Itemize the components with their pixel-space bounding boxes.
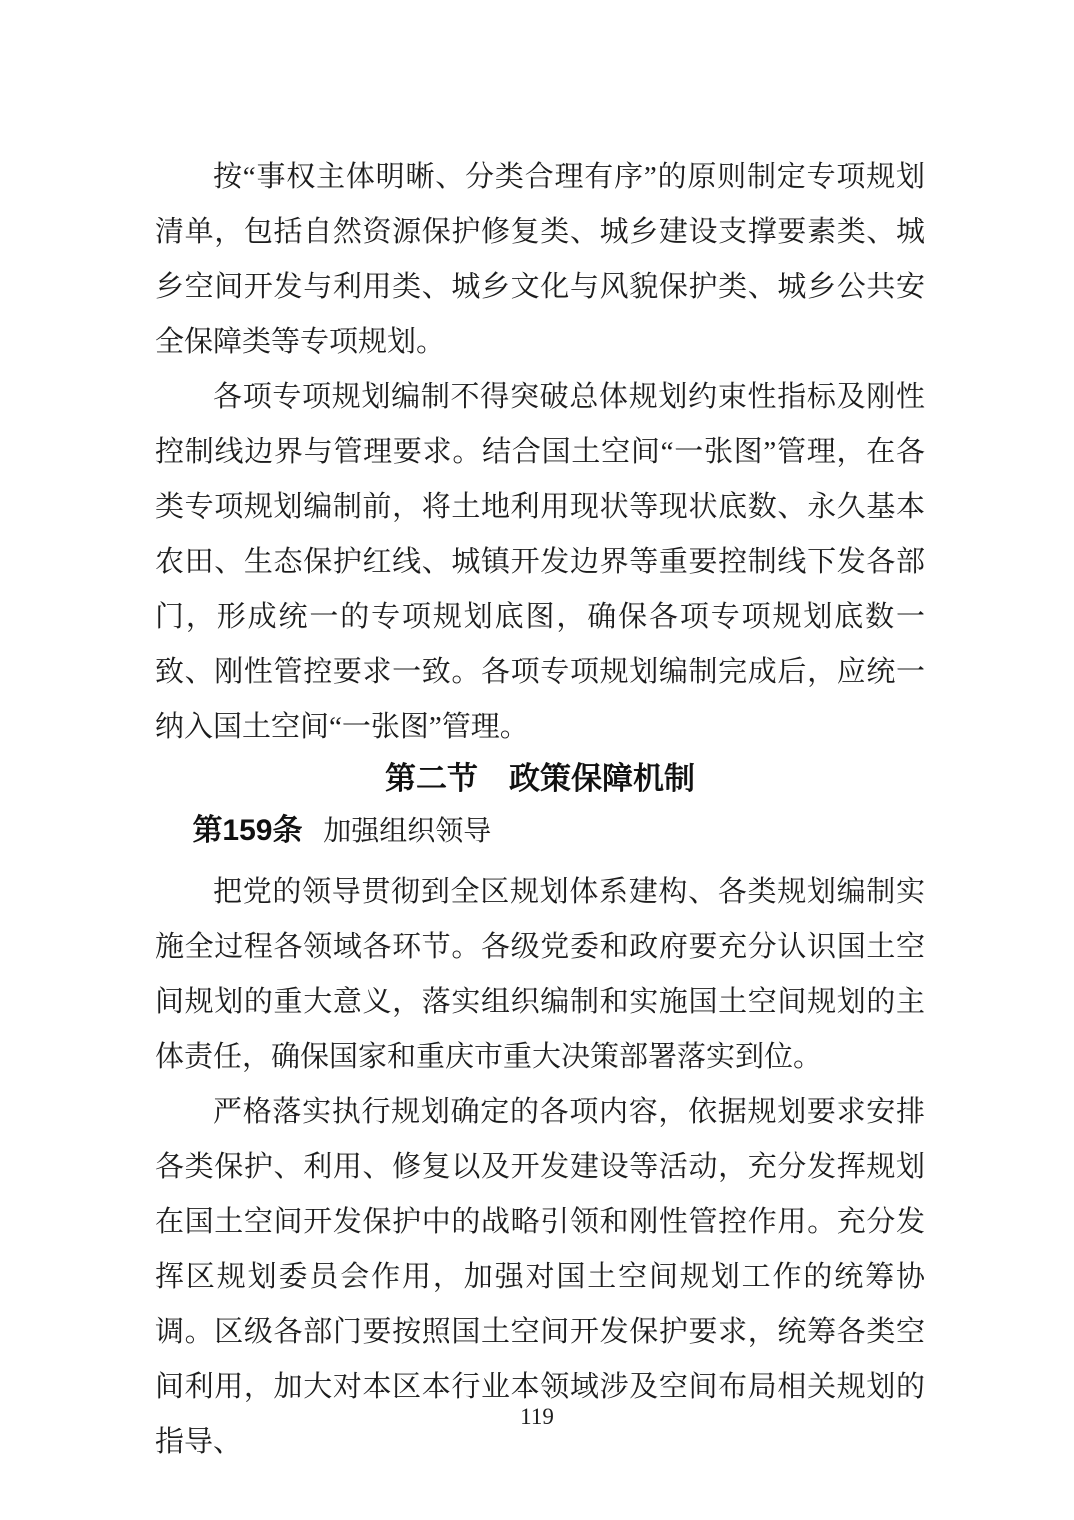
article-title: 加强组织领导	[323, 816, 492, 847]
paragraph-special-plan-list: 按“事权主体明晰、分类合理有序”的原则制定专项规划清单，包括自然资源保护修复类、城乡建设支撑要素类、城乡空间开发与利用类、城乡文化与风貌保护类、城乡公共安全保障类等专项规划。	[155, 161, 925, 358]
paragraph-plan-implementation: 严格落实执行规划确定的各项内容，依据规划要求安排各类保护、利用、修复以及开发建设等活动，充分发挥规划在国土空间开发保护中的战略引领和刚性管控作用。充分发挥区规划委员会作用，加强对国土空间规划工作的统筹协调。区级各部门要按照国土空间开发保护要求，统筹各类空间利用，加大对本区本行业本领域涉及空间布局相关规划的指导、	[155, 1096, 925, 1458]
page-number: 119	[520, 1404, 554, 1429]
paragraph-party-leadership: 把党的领导贯彻到全区规划体系建构、各类规划编制实施全过程各领域各环节。各级党委和政府要充分认识国土空间规划的重大意义，落实组织编制和实施国土空间规划的主体责任，确保国家和重庆市重大决策部署落实到位。	[155, 876, 925, 1073]
paragraph-special-plan-constraints: 各项专项规划编制不得突破总体规划约束性指标及刚性控制线边界与管理要求。结合国土空间“一张图”管理，在各类专项规划编制前，将土地利用现状等现状底数、永久基本农田、生态保护红线、城镇开发边界等重要控制线下发各部门，形成统一的专项规划底图，确保各项专项规划底数一致、刚性管控要求一致。各项专项规划编制完成后，应统一纳入国土空间“一张图”管理。	[155, 381, 925, 743]
article-number: 第159条	[192, 814, 303, 847]
article-heading	[155, 809, 925, 857]
section-heading: 第二节 政策保障机制	[385, 761, 695, 796]
